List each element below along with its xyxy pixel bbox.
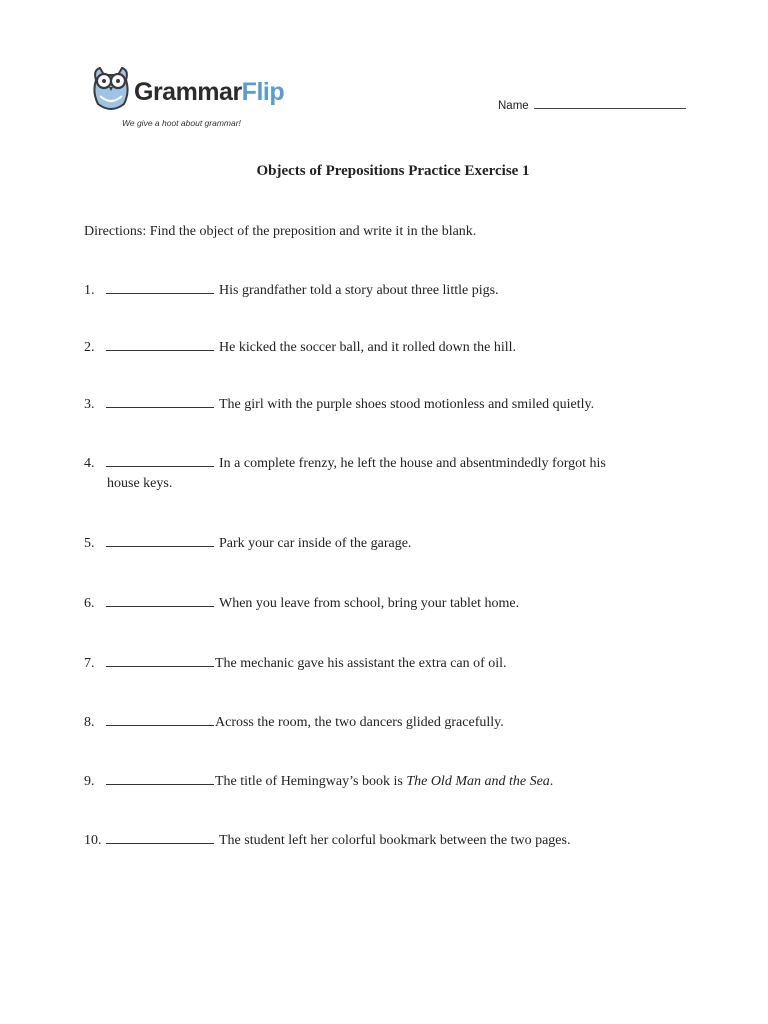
answer-blank[interactable] <box>106 830 214 844</box>
brand-part-flip: Flip <box>241 78 285 106</box>
item-number: 8. <box>84 715 95 730</box>
exercise-item-7 <box>84 653 704 674</box>
item-number: 6. <box>84 596 95 611</box>
item-number: 4. <box>84 456 95 471</box>
item-number: 9. <box>84 774 95 789</box>
exercise-item-10 <box>84 830 704 851</box>
answer-blank[interactable] <box>106 337 214 351</box>
item-number: 10. <box>84 833 102 848</box>
item-sentence-post: . <box>549 774 554 789</box>
title-text: Objects of Prepositions Practice Exercise 1 <box>256 163 530 179</box>
item-sentence: The girl with the purple shoes stood motionless and smiled quietly. <box>219 397 595 412</box>
answer-blank[interactable] <box>106 533 214 547</box>
grammarflip-logo <box>90 66 310 130</box>
answer-blank[interactable] <box>106 280 214 294</box>
item-sentence: Across the room, the two dancers glided gracefully. <box>215 715 504 730</box>
exercise-item-3 <box>84 394 704 415</box>
exercise-item-5 <box>84 533 704 554</box>
logo-tagline: We give a hoot about grammar! <box>122 118 241 128</box>
answer-blank[interactable] <box>106 771 214 785</box>
answer-blank[interactable] <box>106 712 214 726</box>
directions: Directions: Find the object of the preposition and write it in the blank. <box>84 224 477 239</box>
owl-icon <box>90 66 132 112</box>
answer-blank[interactable] <box>106 453 214 467</box>
item-sentence: His grandfather told a story about three little pigs. <box>219 283 499 298</box>
exercise-item-4 <box>84 453 704 494</box>
brand-part-grammar: Grammar <box>134 78 242 106</box>
item-sentence: In a complete frenzy, he left the house and absentmindedly forgot his <box>219 456 606 471</box>
item-number: 7. <box>84 656 95 671</box>
item-sentence: He kicked the soccer ball, and it rolled down the hill. <box>219 340 517 355</box>
item-number: 5. <box>84 536 95 551</box>
answer-blank[interactable] <box>106 394 214 408</box>
item-sentence: When you leave from school, bring your tablet home. <box>219 596 520 611</box>
answer-blank[interactable] <box>106 653 214 667</box>
exercise-item-6 <box>84 593 704 614</box>
worksheet-title <box>0 163 768 180</box>
item-number: 2. <box>84 340 95 355</box>
exercise-item-9 <box>84 771 704 792</box>
brand-name <box>134 78 284 107</box>
answer-blank[interactable] <box>106 593 214 607</box>
name-field <box>498 98 686 112</box>
item-sentence: The mechanic gave his assistant the extra can of oil. <box>215 656 507 671</box>
item-number: 1. <box>84 283 95 298</box>
item-number: 3. <box>84 397 95 412</box>
exercise-item-1 <box>84 280 704 301</box>
exercise-item-8 <box>84 712 704 733</box>
book-title: The Old Man and the Sea <box>406 774 550 789</box>
item-sentence-continued: house keys. <box>107 476 173 491</box>
name-blank[interactable] <box>534 98 686 109</box>
name-label: Name <box>498 100 529 112</box>
exercise-item-2 <box>84 337 704 358</box>
item-sentence: Park your car inside of the garage. <box>219 536 412 551</box>
item-sentence: The student left her colorful bookmark between the two pages. <box>219 833 571 848</box>
item-sentence-pre: The title of Hemingway’s book is <box>215 774 407 789</box>
